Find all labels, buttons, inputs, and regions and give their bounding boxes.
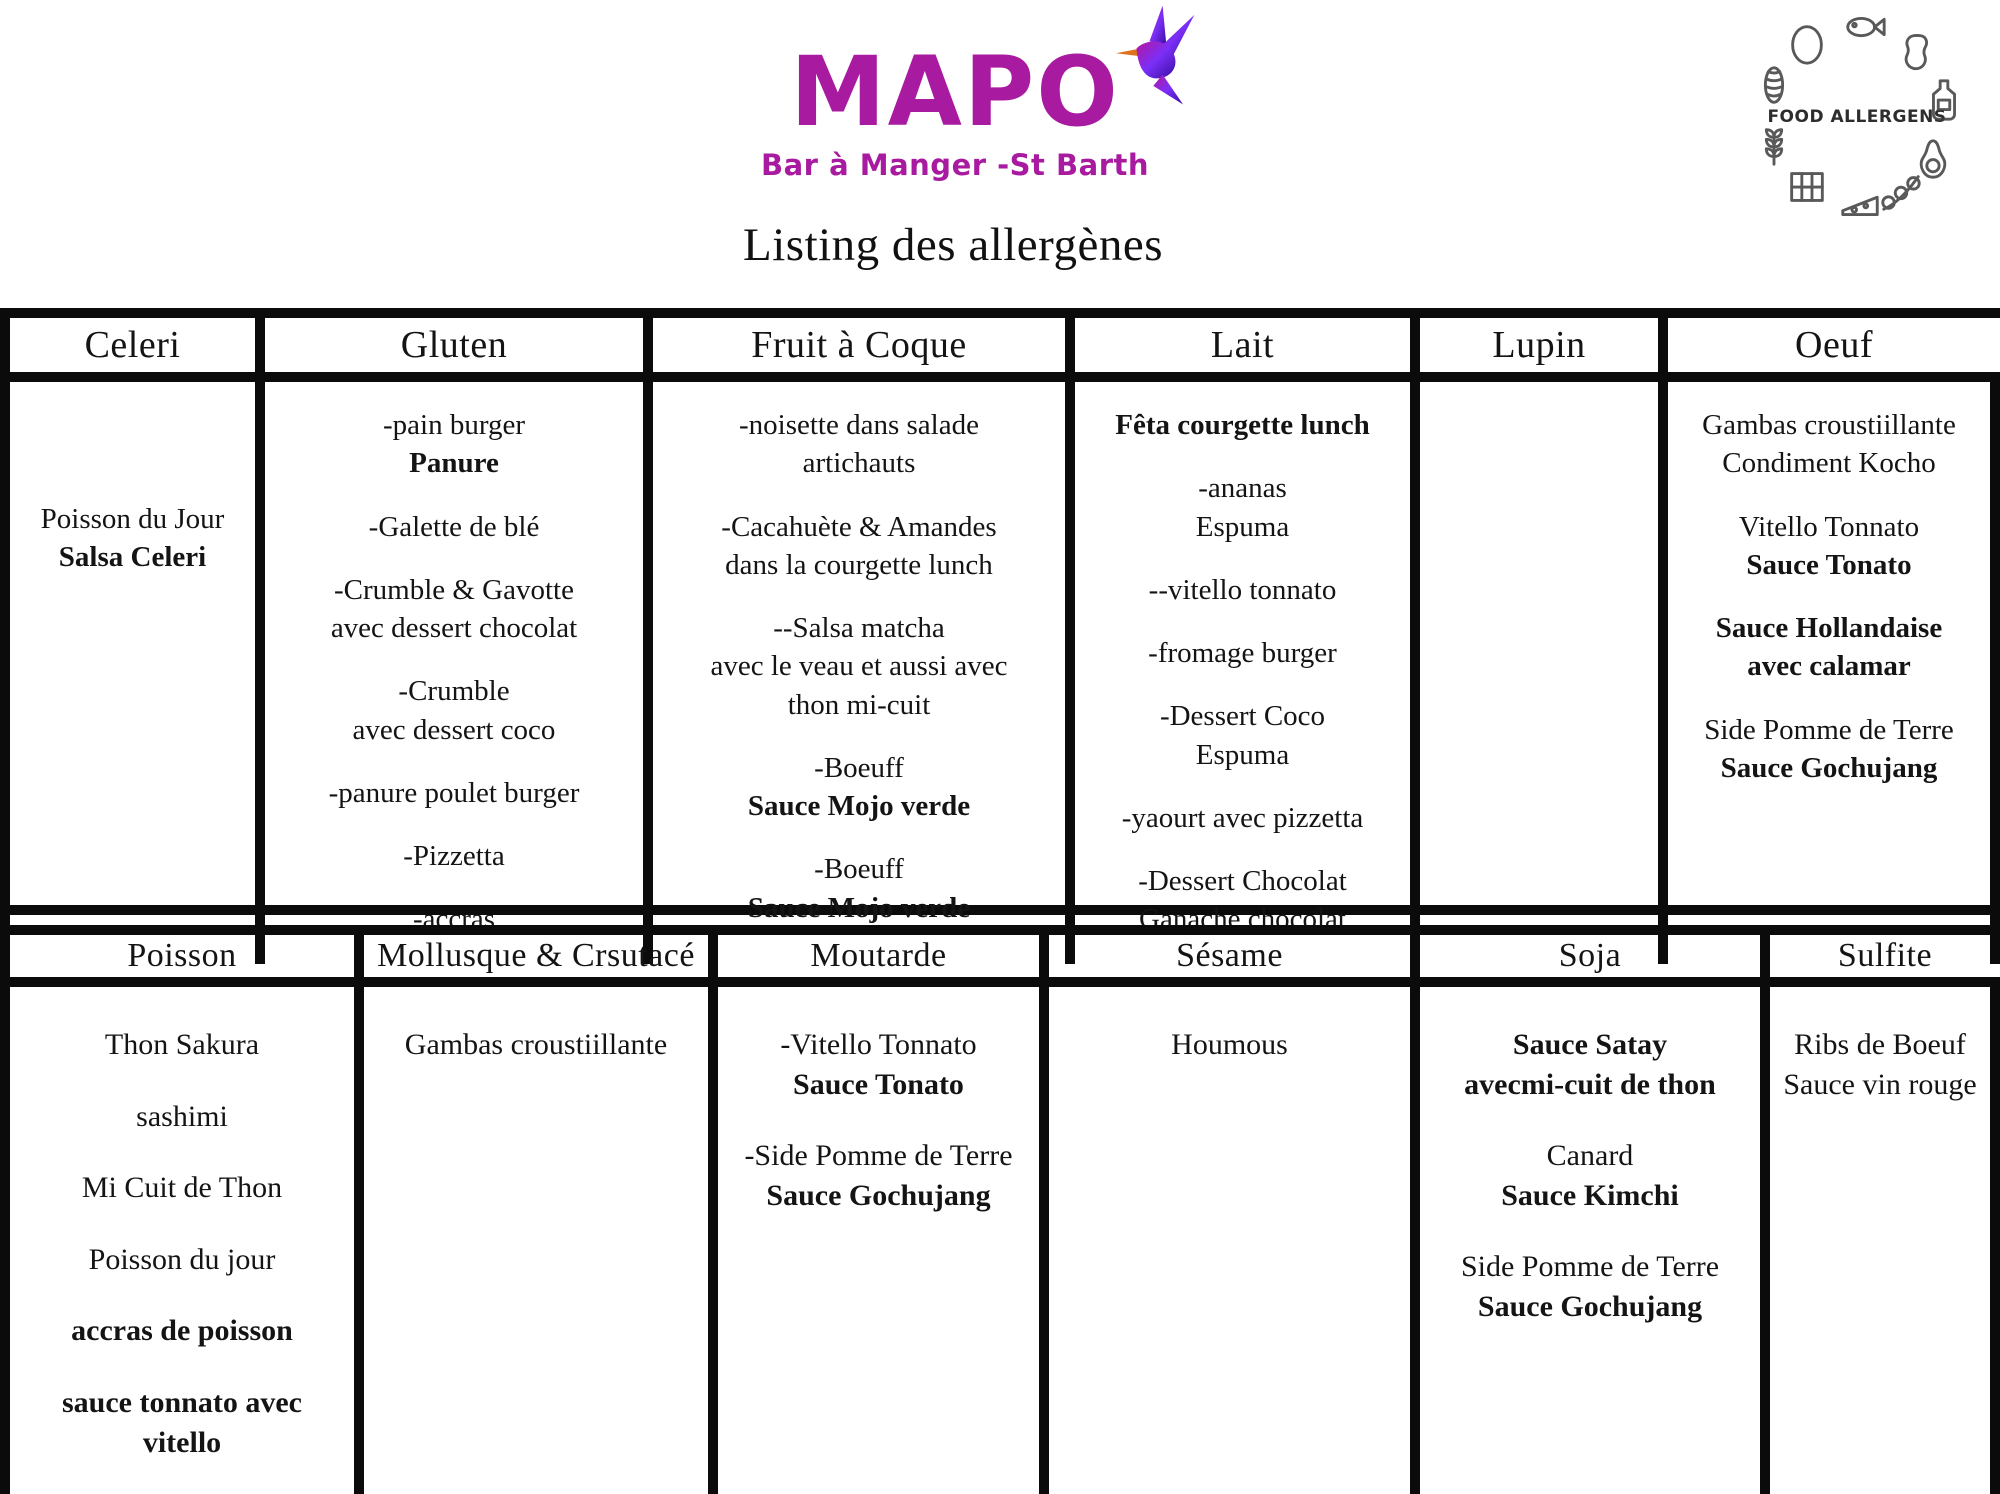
allergen-item-group [722,1136,1035,1215]
allergen-line: Vitello Tonnato [1738,510,1920,543]
oil-bottle-icon [1921,77,1967,123]
allergen-item-group [14,500,251,577]
allergen-line: Side Pomme de Terre [1460,1250,1720,1284]
allergen-item-group [269,774,639,812]
allergen-item-group [269,837,639,875]
allergen-line: Fêta courgette lunch [1115,409,1370,441]
chocolate-icon [1784,164,1830,210]
allergen-line: -Galette de blé [368,510,540,543]
allergen-line: -fromage burger [1148,637,1337,670]
brand-name: MAPO [790,36,1120,148]
allergen-item-group [657,508,1061,585]
allergen-item-group [657,749,1061,826]
allergen-line: Thon Sakura [104,1028,260,1061]
allergen-item-group [269,672,639,749]
column-items-sulfite [1770,987,2000,1494]
allergen-line: Panure [409,447,499,480]
mapo-logo [761,36,1149,182]
allergen-line: avec dessert chocolat [330,612,578,645]
allergen-line: -accras [412,903,496,936]
allergen-item-group [1672,406,1986,483]
allergen-item-group [722,1025,1035,1104]
allergen-line: -Side Pomme de Terre [744,1139,1013,1173]
column-items-lupin [1420,382,1668,964]
fish-icon [1842,4,1888,50]
allergen-line: Sauce Mojo verde [747,891,971,924]
allergen-line: Salsa Celeri [58,541,207,574]
allergen-item-group [1774,1025,1986,1104]
allergen-item-group [1424,1025,1756,1104]
column-header-soja: Soja [1420,935,1770,987]
badge-label: FOOD ALLERGENS [1767,107,1947,127]
wheat-icon [1751,122,1797,168]
peanut-icon [1896,30,1942,76]
column-items-poisson [0,987,364,1494]
allergen-line: accras de poisson [71,1314,293,1348]
allergen-line: Houmous [1171,1028,1288,1061]
allergen-item-group [1079,799,1406,837]
allergen-line: thon mi-cuit [787,688,931,721]
allergen-line: Condiment Kocho [1722,447,1936,480]
allergen-item-group [14,1097,350,1137]
allergen-line: Gambas croustiillante [1702,409,1956,441]
corn-icon [1751,62,1797,108]
allergen-item-group [1079,469,1406,546]
food-allergens-badge [1748,6,1966,224]
allergen-table-top [0,308,2000,936]
column-header-lupin: Lupin [1420,318,1668,382]
allergen-table-bottom [0,925,2000,1459]
allergen-line: dans la courgette lunch [725,548,993,581]
allergen-item-group [1079,406,1406,444]
allergen-line: sashimi [136,1099,228,1133]
allergen-line: -Dessert Chocolat [1138,865,1347,898]
allergen-line: Sauce Gochujang [766,1178,991,1212]
allergen-line: avecmi-cuit de thon [1464,1067,1716,1101]
page-title: Listing des allergènes [743,219,1163,271]
allergen-line: Sauce Hollandaise [1715,612,1943,645]
column-header-sesame: Sésame [1049,935,1420,987]
brand-tagline: Bar à Manger -St Barth [761,148,1149,182]
allergen-item-group [269,406,639,483]
allergen-item-group [14,1168,350,1208]
allergen-line: -Crumble [398,675,510,708]
allergen-line: Sauce Gochujang [1720,751,1938,784]
allergen-line: Sauce Kimchi [1501,1178,1679,1212]
column-header-poisson: Poisson [0,935,364,987]
allergen-line: -Vitello Tonnato [780,1028,977,1061]
allergen-item-group [14,1311,350,1351]
allergen-item-group [657,850,1061,927]
column-header-moutarde: Moutarde [718,935,1049,987]
allergen-item-group [1079,697,1406,774]
allergen-line: -Crumble & Gavotte [333,573,574,606]
allergen-line: Sauce Tonato [1746,548,1912,581]
allergen-line: avec dessert coco [352,713,556,746]
allergen-line: Mi Cuit de Thon [81,1171,283,1205]
column-items-sesame [1049,987,1420,1494]
allergen-line: Sauce vin rouge [1783,1067,1977,1101]
column-items-mollusque-crsutace [364,987,718,1494]
allergen-item-group [368,1025,704,1065]
allergen-line: -ananas [1198,472,1287,505]
allergen-line: -Dessert Coco [1159,700,1326,733]
allergen-line: avec le veau et aussi avec [710,650,1008,683]
allergen-line: Canard [1546,1139,1634,1173]
allergen-line: Ganache chocolat [1139,903,1346,936]
allergen-line: Sauce Mojo verde [747,790,971,823]
egg-icon [1784,20,1830,66]
allergen-line: Espuma [1195,510,1290,543]
allergen-item-group [1672,508,1986,585]
allergen-item-group [14,1240,350,1280]
allergen-line: Sauce Tonato [793,1067,964,1101]
allergen-item-group [657,406,1061,483]
allergen-item-group [1424,1136,1756,1215]
allergen-line: -Pizzetta [403,840,505,873]
allergen-item-group [657,609,1061,724]
allergen-item-group [1053,1025,1406,1065]
allergen-line: -Boeuff [814,853,904,886]
column-header-fruit-a-coque: Fruit à Coque [653,318,1075,382]
column-items-moutarde [718,987,1049,1494]
column-items-fruit-a-coque [653,382,1075,964]
allergen-item-group [1079,634,1406,672]
allergen-item-group [14,1383,350,1462]
allergen-line: Ribs de Boeuf [1794,1028,1966,1061]
allergen-item-group [1424,1247,1756,1326]
column-items-lait [1075,382,1420,964]
allergen-line: Espuma [1195,738,1290,771]
column-header-oeuf: Oeuf [1668,318,2000,382]
allergen-line: Poisson du Jour [40,503,225,535]
hummingbird-icon [1101,0,1213,112]
allergen-line: Gambas croustiillante [404,1028,668,1061]
allergen-item-group [269,571,639,648]
allergen-line: --Salsa matcha [773,612,945,645]
column-items-oeuf [1668,382,2000,964]
allergen-line: vitello [142,1425,222,1459]
allergen-line: avec calamar [1747,650,1911,683]
column-header-gluten: Gluten [265,318,653,382]
soy-pod-icon [1878,168,1924,214]
column-items-gluten [265,382,653,964]
column-header-sulfite: Sulfite [1770,935,2000,987]
allergen-line: sauce tonnato avec [62,1385,302,1419]
allergen-line: -Boeuff [814,751,904,784]
cheese-icon [1837,180,1883,226]
allergen-line: Poisson du jour [88,1242,276,1276]
allergen-line: -noisette dans salade [739,409,979,441]
allergen-line: --vitello tonnato [1148,573,1337,606]
allergen-line: -pain burger [383,409,525,441]
allergen-line: Sauce Satay [1512,1028,1668,1061]
allergen-line: Sauce Gochujang [1477,1289,1703,1323]
column-header-mollusque-crsutace: Mollusque & Crsutacé [364,935,718,987]
column-header-celeri: Celeri [0,318,265,382]
allergen-item-group [1079,571,1406,609]
column-header-lait: Lait [1075,318,1420,382]
allergen-line: artichauts [802,447,916,480]
allergen-line: -Cacahuète & Amandes [721,510,997,543]
allergen-item-group [14,1025,350,1065]
allergen-line: -yaourt avec pizzetta [1121,801,1364,834]
column-items-celeri [0,382,265,964]
allergen-item-group [1672,609,1986,686]
allergen-item-group [269,508,639,546]
allergen-item-group [1672,711,1986,788]
column-items-soja [1420,987,1770,1494]
allergen-line: Side Pomme de Terre [1704,713,1954,746]
allergen-line: -panure poulet burger [328,776,580,809]
